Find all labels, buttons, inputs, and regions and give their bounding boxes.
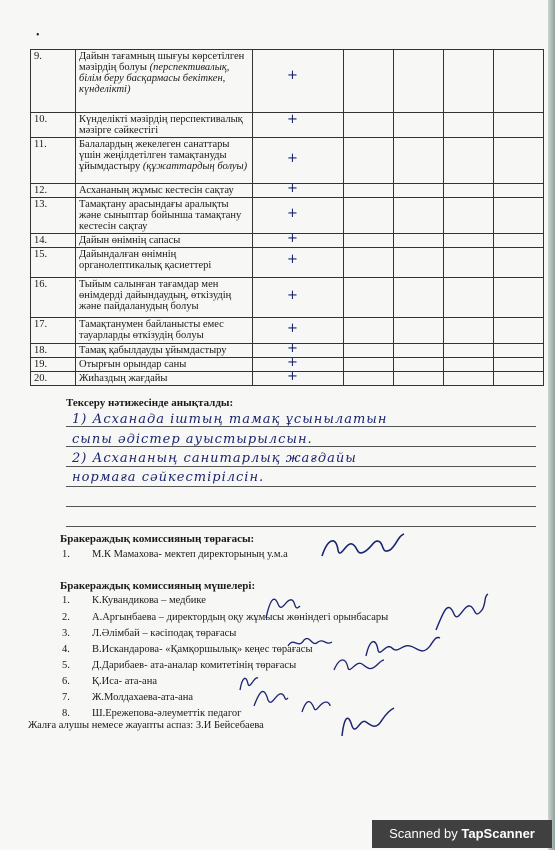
chair-title: Бракераждық комиссияның төрағасы: <box>60 533 255 545</box>
handwritten-tick: + <box>287 233 298 246</box>
row-number: 11. <box>31 138 76 184</box>
table-row <box>31 113 544 138</box>
corner-mark: • <box>36 30 40 41</box>
member-name: Л.Әлімбай – кәсіподақ төрағасы <box>92 628 237 639</box>
table-row <box>31 198 544 234</box>
member-8-signature <box>298 694 332 718</box>
criterion-text: Дайын өнімнің сапасы <box>79 235 181 246</box>
empty-cell <box>394 358 444 372</box>
empty-cell <box>344 138 394 184</box>
member-3-signature <box>284 632 334 654</box>
handwritten-tick: + <box>287 68 298 83</box>
empty-cell <box>494 372 544 386</box>
mark-cell <box>253 184 344 198</box>
criterion-cell <box>76 184 253 198</box>
criterion-text: Асхананың жұмыс кестесін сақтау <box>79 185 234 196</box>
mark-cell <box>253 234 344 248</box>
criterion-text: Тамақтану арасындағы аралықты және сыныптар бойынша тамақтану кестесін сақтау <box>79 199 242 232</box>
row-number: 13. <box>31 198 76 234</box>
table-row <box>31 50 544 113</box>
empty-cell <box>494 113 544 138</box>
criterion-cell <box>76 113 253 138</box>
empty-cell <box>444 318 494 344</box>
handwritten-tick: + <box>287 371 298 384</box>
handwritten-tick: + <box>287 112 298 127</box>
criterion-text: Тамақтанумен байланысты емес тауарларды өткізудің болуы <box>79 319 224 341</box>
criterion-note: (перспективалық, білім беру басқармасы бекіткен, күнделікті) <box>79 62 230 95</box>
members-title: Бракераждық комиссияның мүшелері: <box>60 580 256 592</box>
empty-cell <box>494 344 544 358</box>
empty-cell <box>394 278 444 318</box>
empty-cell <box>344 344 394 358</box>
member-number: 1. <box>62 595 70 606</box>
empty-cell <box>344 234 394 248</box>
row-number: 16. <box>31 278 76 318</box>
mark-cell <box>253 113 344 138</box>
mark-cell <box>253 198 344 234</box>
member-7-signature <box>250 684 290 710</box>
row-number: 10. <box>31 113 76 138</box>
member-name: Д.Дарибаев- ата-аналар комитетінің төрағасы <box>92 660 297 671</box>
member-name: В.Искандарова- «Қамқоршылық» кеңес төрағасы <box>92 644 313 655</box>
member-name: Ш.Ережепова-әлеуметтік педагог <box>92 708 242 719</box>
member-name: Қ.Иса- ата-ана <box>92 676 157 687</box>
page-edge-shadow <box>548 0 555 850</box>
handwritten-tick: + <box>287 288 298 303</box>
empty-cell <box>394 234 444 248</box>
member-5-signature <box>330 652 386 676</box>
member-name: К.Кувандикова – медбике <box>92 595 206 606</box>
empty-cell <box>394 372 444 386</box>
empty-cell <box>394 344 444 358</box>
empty-cell <box>394 318 444 344</box>
empty-cell <box>444 248 494 278</box>
empty-cell <box>344 198 394 234</box>
empty-cell <box>444 278 494 318</box>
member-name: А.Аргынбаева – директордың оқу жұмысы жөніндегі орынбасары <box>92 612 389 623</box>
empty-cell <box>344 278 394 318</box>
empty-cell <box>344 184 394 198</box>
empty-cell <box>494 278 544 318</box>
empty-cell <box>494 248 544 278</box>
criterion-cell <box>76 234 253 248</box>
result-line <box>66 526 536 527</box>
row-number: 15. <box>31 248 76 278</box>
member-number: 4. <box>62 644 70 655</box>
empty-cell <box>494 138 544 184</box>
empty-cell <box>344 372 394 386</box>
results-title: Тексеру нәтижесінде анықталды: <box>66 397 234 409</box>
empty-cell <box>494 184 544 198</box>
criterion-cell <box>76 248 253 278</box>
empty-cell <box>444 50 494 113</box>
criterion-cell <box>76 318 253 344</box>
empty-cell <box>444 234 494 248</box>
mark-cell <box>253 318 344 344</box>
mark-cell <box>253 138 344 184</box>
empty-cell <box>394 50 444 113</box>
empty-cell <box>344 358 394 372</box>
empty-cell <box>494 50 544 113</box>
criterion-cell <box>76 372 253 386</box>
chair-name: М.К Мамахова- мектеп директорының у.м.а <box>92 549 288 560</box>
empty-cell <box>394 248 444 278</box>
criterion-cell <box>76 344 253 358</box>
row-number: 12. <box>31 184 76 198</box>
result-line <box>66 506 536 507</box>
chair-number: 1. <box>62 549 70 560</box>
empty-cell <box>344 113 394 138</box>
mark-cell <box>253 278 344 318</box>
handwritten-tick: + <box>287 343 298 356</box>
result-line <box>66 466 536 467</box>
scanner-brand: TapScanner <box>461 826 535 841</box>
empty-cell <box>394 138 444 184</box>
criterion-text: Отырғын орындар саны <box>79 359 187 370</box>
scanner-prefix: Scanned by <box>389 826 462 841</box>
member-number: 5. <box>62 660 70 671</box>
handwritten-tick: + <box>287 321 298 336</box>
result-line <box>66 486 536 487</box>
row-number: 14. <box>31 234 76 248</box>
member-number: 7. <box>62 692 70 703</box>
table-row <box>31 372 544 386</box>
empty-cell <box>394 113 444 138</box>
table-row <box>31 278 544 318</box>
criterion-text: Тамақ қабылдауды ұйымдастыру <box>79 345 227 356</box>
empty-cell <box>394 184 444 198</box>
handwritten-tick: + <box>287 183 298 196</box>
row-number: 20. <box>31 372 76 386</box>
member-number: 8. <box>62 708 70 719</box>
empty-cell <box>494 318 544 344</box>
member-1-signature <box>262 590 302 624</box>
handwritten-result-line-3: 2) Асхананың санитарлық жағдайы <box>72 451 357 466</box>
criterion-text: Жиһаздың жағдайы <box>79 373 168 384</box>
mark-cell <box>253 372 344 386</box>
cook-text: Жалға алушы немесе жауапты аспаз: З.И Бейсебаева <box>28 720 264 731</box>
member-number: 2. <box>62 612 70 623</box>
member-name: Ж.Молдахаева-ата-ана <box>92 692 194 703</box>
criterion-cell <box>76 138 253 184</box>
empty-cell <box>344 318 394 344</box>
criterion-note: (құжаттардың болуы) <box>142 161 248 172</box>
criterion-cell <box>76 358 253 372</box>
cook-line <box>28 720 264 731</box>
member-number: 3. <box>62 628 70 639</box>
chair-signature <box>318 530 408 564</box>
handwritten-tick: + <box>287 357 298 370</box>
empty-cell <box>444 113 494 138</box>
member-number: 6. <box>62 676 70 687</box>
handwritten-tick: + <box>287 151 298 166</box>
criterion-text: Балалардың жекелеген санаттары үшін жеңілдетілген тамақтануды ұйымдастыру <box>79 139 230 172</box>
table-row <box>31 234 544 248</box>
empty-cell <box>494 358 544 372</box>
table-row <box>31 184 544 198</box>
empty-cell <box>344 50 394 113</box>
mark-cell <box>253 358 344 372</box>
handwritten-tick: + <box>287 252 298 267</box>
criterion-cell <box>76 278 253 318</box>
table-row <box>31 248 544 278</box>
empty-cell <box>444 344 494 358</box>
empty-cell <box>494 234 544 248</box>
empty-cell <box>444 138 494 184</box>
checklist-table <box>30 49 544 386</box>
table-row <box>31 318 544 344</box>
criterion-text: Дайындалған өнімнің органолептикалық қасиеттері <box>79 249 212 271</box>
handwritten-tick: + <box>287 206 298 221</box>
empty-cell <box>344 248 394 278</box>
mark-cell <box>253 344 344 358</box>
empty-cell <box>444 358 494 372</box>
criterion-text: Дайын тағамның шығуы көрсетілген мәзірдің болуы <box>79 51 245 73</box>
row-number: 9. <box>31 50 76 113</box>
row-number: 17. <box>31 318 76 344</box>
row-number: 18. <box>31 344 76 358</box>
handwritten-result-line-1: 1) Асханада іштың тамақ ұсынылатын <box>72 412 388 427</box>
empty-cell <box>394 198 444 234</box>
empty-cell <box>444 184 494 198</box>
handwritten-result-line-4: нормаға сәйкестірілсін. <box>72 470 265 485</box>
scanner-badge <box>372 820 552 848</box>
table-row <box>31 138 544 184</box>
criterion-text: Күнделікті мәзірдің перспективалық мәзірге сәйкестігі <box>79 114 243 136</box>
table-row <box>31 344 544 358</box>
empty-cell <box>444 198 494 234</box>
empty-cell <box>494 198 544 234</box>
mark-cell <box>253 248 344 278</box>
criterion-text: Тыйым салынған тағамдар мен өнімдерді дайындаудың, өткізудің және пайдаланудың болуы <box>79 279 232 312</box>
handwritten-result-line-2: сыпы әдістер ауыстырылсын. <box>72 432 313 447</box>
cook-signature <box>336 706 396 742</box>
mark-cell <box>253 50 344 113</box>
criterion-cell <box>76 50 253 113</box>
row-number: 19. <box>31 358 76 372</box>
criterion-cell <box>76 198 253 234</box>
table-row <box>31 358 544 372</box>
empty-cell <box>444 372 494 386</box>
